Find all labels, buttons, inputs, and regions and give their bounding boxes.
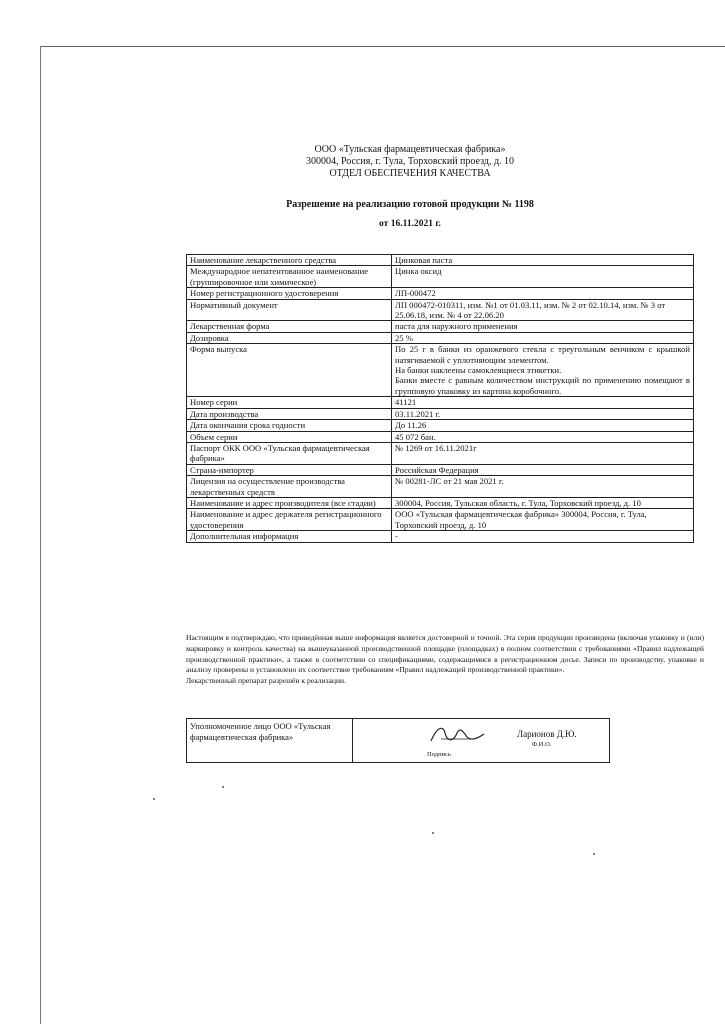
document-date: от 16.11.2021 г. — [379, 219, 441, 229]
table-row — [187, 344, 694, 397]
release-form-paragraph: По 25 г в банки из оранжевого стекла с треугольным венчиком с крышкой натягиваемой с уплотняющим элементом. — [395, 344, 690, 365]
scan-speck — [432, 832, 434, 834]
table-row — [187, 299, 694, 321]
row-value: Цинка оксид — [392, 266, 694, 288]
row-label: Номер регистрационного удостоверения — [187, 288, 392, 299]
table-row — [187, 476, 694, 498]
row-label: Наименование лекарственного средства — [187, 255, 392, 266]
row-label: Дополнительная информация — [187, 531, 392, 542]
table-row — [187, 442, 694, 464]
table-row — [187, 420, 694, 431]
row-value: Российская Федерация — [392, 464, 694, 475]
release-statement: Лекарственный препарат разрешён к реализации. — [186, 676, 346, 686]
row-label: Международное непатентованное наименование (группировочное или химическое) — [187, 266, 392, 288]
table-row — [187, 509, 694, 531]
company-address: 300004, Россия, г. Тула, Торховский проезд, д. 10 — [305, 156, 515, 167]
row-value: - — [392, 531, 694, 542]
signer-name: Ларионов Д.Ю. — [517, 729, 577, 739]
scan-speck — [222, 786, 224, 788]
row-label: Номер серии — [187, 397, 392, 408]
table-row — [187, 255, 694, 266]
row-label: Форма выпуска — [187, 344, 392, 397]
table-row — [187, 464, 694, 475]
table-row — [187, 497, 694, 508]
row-value: паста для наружного применения — [392, 321, 694, 332]
certification-notice — [186, 633, 704, 687]
table-row — [187, 332, 694, 343]
row-value: 25 % — [392, 332, 694, 343]
row-value: До 11.26 — [392, 420, 694, 431]
row-label: Дозировка — [187, 332, 392, 343]
row-label: Наименование и адрес держателя регистрационного удостоверения — [187, 509, 392, 531]
table-row — [187, 431, 694, 442]
scan-edge-left — [40, 46, 41, 1024]
row-value: ЛП-000472 — [392, 288, 694, 299]
row-label: Лекарственная форма — [187, 321, 392, 332]
row-value: Цинковая паста — [392, 255, 694, 266]
row-label: Наименование и адрес производителя (все стадии) — [187, 497, 392, 508]
company-name: ООО «Тульская фармацевтическая фабрика» — [314, 144, 506, 155]
document-title: Разрешение на реализацию готовой продукции № 1198 — [286, 199, 534, 210]
row-value: 03.11.2021 г. — [392, 408, 694, 419]
row-value: № 00281-ЛС от 21 мая 2021 г. — [392, 476, 694, 498]
scan-speck — [153, 798, 155, 800]
row-value: № 1269 от 16.11.2021г — [392, 442, 694, 464]
certification-paragraph: Настоящим я подтверждаю, что приведённая выше информация является достоверной и точной. Эта серия продукции произведена (включая упаковку и (или) маркировку и контроль качества) на вышеуказанной производственной площадке (площадках) в полном соответствии с требованиями «Правил надлежащей производственной практики», а также в соответствии со спецификациями, содержащимися в регистрационном досье. Записи по производству, упаковке и анализу проверены и установлено их соответствие требованиям «Правил надлежащей производственной практики». — [186, 633, 704, 675]
row-label: Паспорт ОКК ООО «Тульская фармацевтическая фабрика» — [187, 442, 392, 464]
row-label: Страна-импортер — [187, 464, 392, 475]
authorized-person-label: Уполномоченное лицо ООО «Тульская фармацевтическая фабрика» — [187, 719, 353, 762]
name-caption: Ф.И.О. — [532, 741, 552, 748]
row-value: ООО «Тульская фармацевтическая фабрика» 300004, Россия, г. Тула, Торховский проезд, д. 10 — [392, 509, 694, 531]
table-row — [187, 266, 694, 288]
release-form-paragraph: На банки наклеены самоклеящиеся этикетки. — [395, 365, 562, 376]
row-value: 45 072 бан. — [392, 431, 694, 442]
row-label: Нормативный документ — [187, 299, 392, 321]
row-label: Дата производства — [187, 408, 392, 419]
row-value: 41121 — [392, 397, 694, 408]
signature-block — [186, 718, 610, 763]
signature-caption: Подпись — [427, 751, 451, 758]
table-row — [187, 321, 694, 332]
department-name: ОТДЕЛ ОБЕСПЕЧЕНИЯ КАЧЕСТВА — [329, 168, 491, 179]
table-row — [187, 531, 694, 542]
handwritten-signature — [427, 721, 487, 747]
table-row — [187, 397, 694, 408]
row-value: 300004, Россия, Тульская область, г. Тула, Торховский проезд, д. 10 — [392, 497, 694, 508]
table-row — [187, 408, 694, 419]
scan-speck — [593, 853, 595, 855]
row-value: ЛП 000472-010311, изм. №1 от 01.03.11, изм. № 2 от 02.10.14, изм. № 3 от 25.06.18, изм. № 4 от 22.06.20 — [392, 299, 694, 321]
row-label: Дата окончания срока годности — [187, 420, 392, 431]
row-label: Лицензия на осуществление производства лекарственных средств — [187, 476, 392, 498]
row-value — [392, 344, 694, 397]
release-form-paragraph: Банки вместе с равным количеством инструкций по применению помещают в групповую упаковку из картона коробочного. — [395, 375, 690, 396]
table-row — [187, 288, 694, 299]
row-label: Объем серии — [187, 431, 392, 442]
scan-edge-top — [40, 46, 725, 47]
product-info-table — [186, 254, 694, 543]
